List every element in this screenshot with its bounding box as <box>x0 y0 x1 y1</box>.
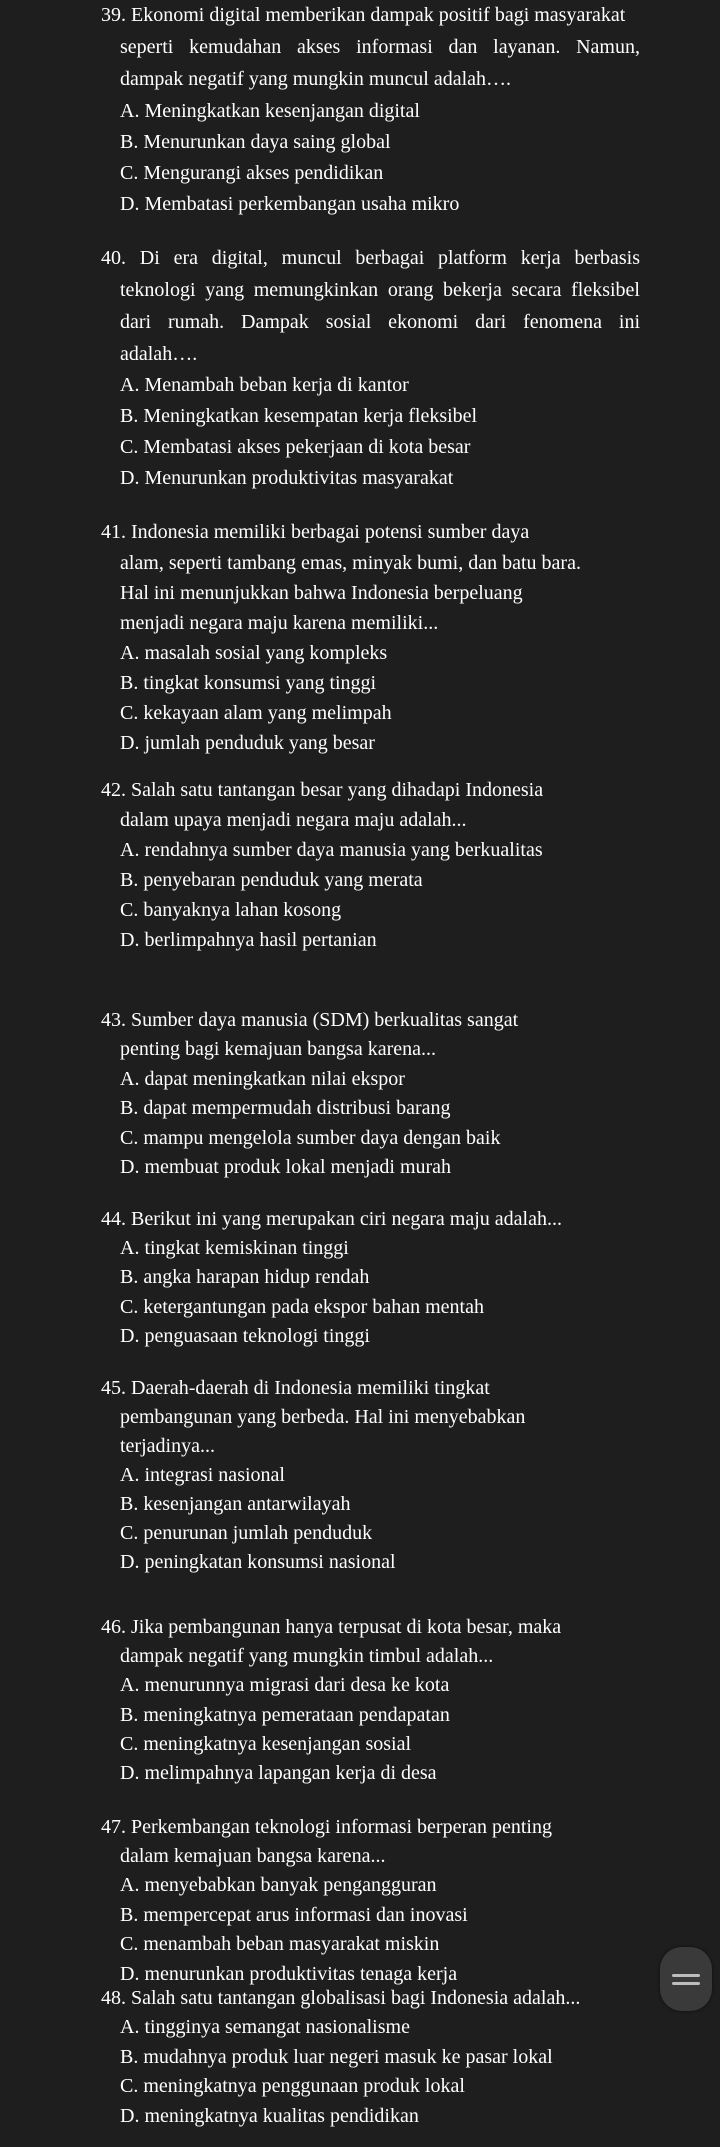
answer-option-d[interactable]: D. berlimpahnya hasil pertanian <box>120 929 377 951</box>
question-stem-line: 39. Ekonomi digital memberikan dampak positif bagi masyarakat <box>101 4 626 26</box>
question-stem-line: 45. Daerah-daerah di Indonesia memiliki tingkat <box>101 1377 490 1399</box>
answer-option-d[interactable]: D. penguasaan teknologi tinggi <box>120 1325 370 1347</box>
answer-option-a[interactable]: A. tingkat kemiskinan tinggi <box>120 1237 349 1259</box>
question-stem-line: 47. Perkembangan teknologi informasi berperan penting <box>101 1816 552 1838</box>
scroll-handle[interactable] <box>660 1947 712 2011</box>
answer-option-c[interactable]: C. penurunan jumlah penduduk <box>120 1522 373 1544</box>
question-stem-line: dampak negatif yang mungkin timbul adalah... <box>120 1645 494 1667</box>
answer-option-d[interactable]: D. menurunkan produktivitas tenaga kerja <box>120 1963 458 1985</box>
question-stem-line: dalam kemajuan bangsa karena... <box>120 1845 386 1867</box>
question-stem-line: menjadi negara maju karena memiliki... <box>120 612 439 634</box>
answer-option-b[interactable]: B. mempercepat arus informasi dan inovasi <box>120 1904 468 1926</box>
handle-grip-icon <box>672 1982 700 1985</box>
question-stem-line: seperti kemudahan akses informasi dan layanan. Namun, <box>120 36 640 58</box>
answer-option-b[interactable]: B. penyebaran penduduk yang merata <box>120 869 423 891</box>
answer-option-b[interactable]: B. angka harapan hidup rendah <box>120 1266 370 1288</box>
question-stem-line: 40. Di era digital, muncul berbagai platform kerja berbasis <box>101 247 640 269</box>
question-stem-line: 46. Jika pembangunan hanya terpusat di kota besar, maka <box>101 1616 562 1638</box>
answer-option-b[interactable]: B. dapat mempermudah distribusi barang <box>120 1097 451 1119</box>
answer-option-a[interactable]: A. menyebabkan banyak pengangguran <box>120 1874 437 1896</box>
answer-option-c[interactable]: C. banyaknya lahan kosong <box>120 899 342 921</box>
answer-option-d[interactable]: D. Menurunkan produktivitas masyarakat <box>120 467 454 489</box>
question-stem-line: teknologi yang memungkinkan orang bekerja secara fleksibel <box>120 279 640 301</box>
question-stem-line: dari rumah. Dampak sosial ekonomi dari fenomena ini <box>120 311 640 333</box>
answer-option-b[interactable]: B. kesenjangan antarwilayah <box>120 1493 351 1515</box>
question-stem-line: alam, seperti tambang emas, minyak bumi, dan batu bara. <box>120 552 581 574</box>
question-stem-line: penting bagi kemajuan bangsa karena... <box>120 1038 436 1060</box>
question-stem-line: Hal ini menunjukkan bahwa Indonesia berpeluang <box>120 582 523 604</box>
answer-option-c[interactable]: C. ketergantungan pada ekspor bahan mentah <box>120 1296 484 1318</box>
answer-option-c[interactable]: C. meningkatnya penggunaan produk lokal <box>120 2075 465 2097</box>
question-stem-line: terjadinya... <box>120 1435 215 1457</box>
answer-option-a[interactable]: A. rendahnya sumber daya manusia yang berkualitas <box>120 839 543 861</box>
question-stem-line: dampak negatif yang mungkin muncul adalah…. <box>120 68 512 90</box>
answer-option-a[interactable]: A. masalah sosial yang kompleks <box>120 642 388 664</box>
answer-option-d[interactable]: D. membuat produk lokal menjadi murah <box>120 1156 452 1178</box>
answer-option-c[interactable]: C. kekayaan alam yang melimpah <box>120 702 392 724</box>
answer-option-d[interactable]: D. jumlah penduduk yang besar <box>120 732 375 754</box>
answer-option-c[interactable]: C. mampu mengelola sumber daya dengan baik <box>120 1127 501 1149</box>
question-stem-line: dalam upaya menjadi negara maju adalah... <box>120 809 467 831</box>
answer-option-a[interactable]: A. Meningkatkan kesenjangan digital <box>120 100 420 122</box>
answer-option-c[interactable]: C. Membatasi akses pekerjaan di kota besar <box>120 436 471 458</box>
answer-option-a[interactable]: A. Menambah beban kerja di kantor <box>120 374 409 396</box>
answer-option-a[interactable]: A. integrasi nasional <box>120 1464 285 1486</box>
answer-option-b[interactable]: B. Meningkatkan kesempatan kerja fleksibel <box>120 405 478 427</box>
answer-option-a[interactable]: A. tingginya semangat nasionalisme <box>120 2016 410 2038</box>
question-stem-line: 48. Salah satu tantangan globalisasi bagi Indonesia adalah... <box>101 1987 581 2009</box>
answer-option-a[interactable]: A. menurunnya migrasi dari desa ke kota <box>120 1674 450 1696</box>
answer-option-d[interactable]: D. peningkatan konsumsi nasional <box>120 1551 396 1573</box>
answer-option-d[interactable]: D. meningkatnya kualitas pendidikan <box>120 2105 419 2127</box>
answer-option-b[interactable]: B. Menurunkan daya saing global <box>120 131 391 153</box>
answer-option-d[interactable]: D. Membatasi perkembangan usaha mikro <box>120 193 460 215</box>
question-stem-line: adalah…. <box>120 343 198 365</box>
answer-option-d[interactable]: D. melimpahnya lapangan kerja di desa <box>120 1762 437 1784</box>
question-stem-line: 43. Sumber daya manusia (SDM) berkualitas sangat <box>101 1009 519 1031</box>
answer-option-c[interactable]: C. Mengurangi akses pendidikan <box>120 162 384 184</box>
handle-grip-icon <box>672 1974 700 1977</box>
answer-option-b[interactable]: B. meningkatnya pemerataan pendapatan <box>120 1704 450 1726</box>
answer-option-b[interactable]: B. mudahnya produk luar negeri masuk ke pasar lokal <box>120 2046 553 2068</box>
answer-option-c[interactable]: C. meningkatnya kesenjangan sosial <box>120 1733 412 1755</box>
question-stem-line: 42. Salah satu tantangan besar yang dihadapi Indonesia <box>101 779 544 801</box>
question-stem-line: pembangunan yang berbeda. Hal ini menyebabkan <box>120 1406 526 1428</box>
question-stem-line: 41. Indonesia memiliki berbagai potensi sumber daya <box>101 521 530 543</box>
answer-option-b[interactable]: B. tingkat konsumsi yang tinggi <box>120 672 377 694</box>
answer-option-c[interactable]: C. menambah beban masyarakat miskin <box>120 1933 440 1955</box>
answer-option-a[interactable]: A. dapat meningkatkan nilai ekspor <box>120 1068 405 1090</box>
question-stem-line: 44. Berikut ini yang merupakan ciri negara maju adalah... <box>101 1208 562 1230</box>
